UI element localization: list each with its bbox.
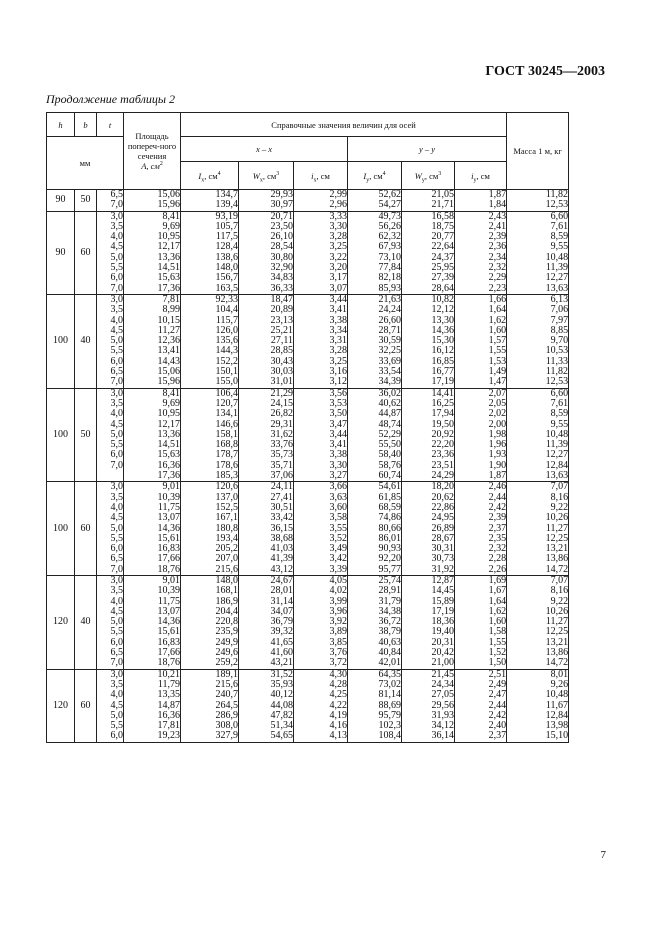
table-caption: Продолжение таблицы 2 xyxy=(46,92,176,106)
table-row xyxy=(47,190,569,212)
ix-radius-unit: , см xyxy=(316,170,330,181)
cell-h: 90 xyxy=(47,211,75,294)
cell-m: 6,13 7,06 7,97 8,85 9,70 10,53 11,33 11,82 12,53 xyxy=(507,294,569,388)
data-table xyxy=(46,112,569,743)
cell-ix: 2,99 2,96 xyxy=(294,190,348,212)
cell-A: 9,01 10,39 11,75 13,07 14,36 15,61 16,83 17,66 18,76 xyxy=(124,575,181,669)
cell-h: 90 xyxy=(47,190,75,212)
cell-ix: 4,30 4,28 4,25 4,22 4,19 4,16 4,13 xyxy=(294,669,348,742)
cell-Wx: 18,47 20,89 23,13 25,21 27,11 28,85 30,43 30,03 31,01 xyxy=(239,294,294,388)
cell-m: 7,07 8,16 9,22 10,26 11,27 12,25 13,21 13,86 14,72 xyxy=(507,575,569,669)
header-h: h xyxy=(47,113,75,137)
cell-b: 50 xyxy=(75,190,97,212)
ix-radius-symbol: i xyxy=(311,170,314,181)
cell-iy: 1,69 1,67 1,64 1,62 1,60 1,58 1,55 1,52 1,50 xyxy=(455,575,507,669)
iy-modulus-pow: 3 xyxy=(438,170,442,177)
cell-iy: 2,51 2,49 2,47 2,44 2,42 2,40 2,37 xyxy=(455,669,507,742)
cell-m: 7,07 8,16 9,22 10,26 11,27 12,25 13,21 13,86 14,72 xyxy=(507,482,569,576)
header-axis-x: x – x xyxy=(181,137,348,162)
page-number: 7 xyxy=(600,849,606,861)
cell-h: 120 xyxy=(47,575,75,669)
cell-iy: 1,66 1,64 1,62 1,60 1,57 1,55 1,53 1,49 1,47 xyxy=(455,294,507,388)
cell-Wy: 21,45 24,34 27,05 29,56 31,93 34,12 36,14 xyxy=(402,669,455,742)
table-row xyxy=(47,211,569,294)
header-reference: Справочные значения величин для осей xyxy=(181,113,507,137)
iy-inertia-symbol: I xyxy=(363,170,367,181)
table-row xyxy=(47,575,569,669)
table-row xyxy=(47,482,569,576)
cell-t: 3,0 3,5 4,0 4,5 5,0 5,5 6,0 7,0 xyxy=(97,211,124,294)
iy-radius-unit: , см xyxy=(476,170,490,181)
cell-h: 100 xyxy=(47,388,75,482)
header-area xyxy=(124,113,181,190)
cell-h: 100 xyxy=(47,482,75,576)
ix-inertia-sub: x xyxy=(201,177,205,184)
cell-m: 11,82 12,53 xyxy=(507,190,569,212)
cell-ix: 3,56 3,53 3,50 3,47 3,44 3,41 3,38 3,30 3,27 xyxy=(294,388,348,482)
header-area-power: 2 xyxy=(159,161,163,168)
table-row xyxy=(47,669,569,742)
cell-Wy: 10,82 12,12 13,30 14,36 15,30 16,12 16,85 16,77 17,19 xyxy=(402,294,455,388)
header-iy-modulus xyxy=(402,162,455,190)
header-area-label: Площадь попереч-ного сечения xyxy=(127,131,177,161)
cell-Wy: 16,58 18,75 20,77 22,64 24,37 25,95 27,39 28,64 xyxy=(402,211,455,294)
cell-A: 8,41 9,69 10,95 12,17 13,36 14,51 15,63 17,36 xyxy=(124,211,181,294)
cell-Ix: 92,33 104,4 115,7 126,0 135,6 144,3 152,2 150,1 155,0 xyxy=(181,294,239,388)
cell-ix: 3,66 3,63 3,60 3,58 3,55 3,52 3,49 3,42 3,39 xyxy=(294,482,348,576)
cell-A: 10,21 11,79 13,35 14,87 16,36 17,81 19,23 xyxy=(124,669,181,742)
cell-iy: 2,46 2,44 2,42 2,39 2,37 2,35 2,32 2,28 2,26 xyxy=(455,482,507,576)
ix-modulus-unit: , см xyxy=(262,170,277,181)
cell-Wx: 31,52 35,93 40,12 44,08 47,82 51,34 54,65 xyxy=(239,669,294,742)
cell-Wy: 12,87 14,45 15,89 17,19 18,36 19,40 20,31 20,42 21,00 xyxy=(402,575,455,669)
iy-modulus-sub: y xyxy=(421,177,425,184)
table-row xyxy=(47,388,569,482)
ix-modulus-pow: 3 xyxy=(276,170,280,177)
cell-t: 3,0 3,5 4,0 4,5 5,0 5,5 6,0 7,0 xyxy=(97,388,124,482)
cell-h: 120 xyxy=(47,669,75,742)
cell-t: 6,5 7,0 xyxy=(97,190,124,212)
iy-radius-symbol: i xyxy=(471,170,474,181)
header-iy-radius xyxy=(455,162,507,190)
cell-Wy: 18,20 20,62 22,86 24,95 26,89 28,67 30,31 30,73 31,92 xyxy=(402,482,455,576)
header-area-symbol: A, см xyxy=(141,161,160,171)
cell-Ix: 189,1 215,6 240,7 264,5 286,9 308,0 327,9 xyxy=(181,669,239,742)
cell-h: 100 xyxy=(47,294,75,388)
cell-t: 3,0 3,5 4,0 4,5 5,0 5,5 6,0 6,5 7,0 xyxy=(97,575,124,669)
header-b: b xyxy=(75,113,97,137)
cell-Ix: 120,6 137,0 152,5 167,1 180,8 193,4 205,2 207,0 215,6 xyxy=(181,482,239,576)
cell-m: 8,01 9,26 10,48 11,67 12,84 13,98 15,10 xyxy=(507,669,569,742)
cell-b: 40 xyxy=(75,575,97,669)
cell-A: 7,81 8,99 10,15 11,27 12,36 13,41 14,43 15,06 15,96 xyxy=(124,294,181,388)
header-units: мм xyxy=(47,137,124,190)
iy-radius-sub: y xyxy=(473,177,477,184)
cell-b: 60 xyxy=(75,211,97,294)
cell-Ix: 106,4 120,7 134,1 146,6 158,1 168,8 178,7 178,6 185,3 xyxy=(181,388,239,482)
cell-Wx: 29,93 30,97 xyxy=(239,190,294,212)
cell-t: 3,0 3,5 4,0 4,5 5,0 5,5 6,0 xyxy=(97,669,124,742)
cell-iy: 2,07 2,05 2,02 2,00 1,98 1,96 1,93 1,90 1,87 xyxy=(455,388,507,482)
iy-modulus-symbol: W xyxy=(414,170,422,181)
cell-Iy: 36,02 40,62 44,87 48,74 52,29 55,50 58,40 58,76 60,74 xyxy=(348,388,402,482)
cell-Wx: 24,11 27,41 30,51 33,42 36,15 38,68 41,03 41,39 43,12 xyxy=(239,482,294,576)
ix-modulus-symbol: W xyxy=(252,170,260,181)
cell-Iy: 49,73 56,26 62,32 67,93 73,10 77,84 82,18 85,93 xyxy=(348,211,402,294)
cell-b: 60 xyxy=(75,482,97,576)
cell-b: 40 xyxy=(75,294,97,388)
iy-inertia-sub: y xyxy=(366,177,370,184)
cell-Wx: 20,71 23,50 26,10 28,54 30,80 32,90 34,83 36,33 xyxy=(239,211,294,294)
cell-iy: 2,43 2,41 2,39 2,36 2,34 2,32 2,29 2,23 xyxy=(455,211,507,294)
cell-Ix: 148,0 168,1 186,9 204,4 220,8 235,9 249,9 249,6 259,2 xyxy=(181,575,239,669)
ix-inertia-unit: , см xyxy=(204,170,218,181)
cell-Iy: 64,35 73,02 81,14 88,69 95,79 102,3 108,4 xyxy=(348,669,402,742)
cell-A: 8,41 9,69 10,95 12,17 13,36 14,51 15,63 16,36 17,36 xyxy=(124,388,181,482)
cell-Wy: 21,05 21,71 xyxy=(402,190,455,212)
cell-ix: 3,33 3,30 3,28 3,25 3,22 3,20 3,17 3,07 xyxy=(294,211,348,294)
cell-b: 60 xyxy=(75,669,97,742)
header-ix-modulus xyxy=(239,162,294,190)
cell-ix: 4,05 4,02 3,99 3,96 3,92 3,89 3,85 3,76 3,72 xyxy=(294,575,348,669)
cell-Iy: 21,63 24,24 26,60 28,71 30,59 32,25 33,69 33,54 34,39 xyxy=(348,294,402,388)
cell-Ix: 134,7 139,4 xyxy=(181,190,239,212)
cell-m: 6,60 7,61 8,59 9,55 10,48 11,39 12,27 12,84 13,63 xyxy=(507,388,569,482)
cell-t: 3,0 3,5 4,0 4,5 5,0 5,5 6,0 6,5 7,0 xyxy=(97,294,124,388)
header-axis-y: y – y xyxy=(348,137,507,162)
cell-Wx: 24,67 28,01 31,14 34,07 36,79 39,32 41,65 41,60 43,21 xyxy=(239,575,294,669)
cell-Iy: 54,61 61,85 68,59 74,86 80,66 86,01 90,93 92,20 95,77 xyxy=(348,482,402,576)
header-t: t xyxy=(97,113,124,137)
cell-b: 50 xyxy=(75,388,97,482)
ix-modulus-sub: x xyxy=(259,177,263,184)
cell-iy: 1,87 1,84 xyxy=(455,190,507,212)
cell-Wy: 14,41 16,25 17,94 19,50 20,92 22,20 23,36 23,51 24,29 xyxy=(402,388,455,482)
ix-inertia-symbol: I xyxy=(198,170,202,181)
header-iy-inertia xyxy=(348,162,402,190)
cell-t: 3,0 3,5 4,0 4,5 5,0 5,5 6,0 6,5 7,0 xyxy=(97,482,124,576)
cell-Iy: 25,74 28,91 31,79 34,38 36,72 38,79 40,63 40,84 42,01 xyxy=(348,575,402,669)
header-ix-radius xyxy=(294,162,348,190)
cell-Iy: 52,62 54,27 xyxy=(348,190,402,212)
header-mass: Масса 1 м, кг xyxy=(507,113,569,190)
cell-Wx: 21,29 24,15 26,82 29,31 31,62 33,76 35,73 35,71 37,06 xyxy=(239,388,294,482)
iy-inertia-unit: , см xyxy=(369,170,383,181)
ix-radius-sub: x xyxy=(313,177,317,184)
iy-modulus-unit: , см xyxy=(424,170,439,181)
cell-ix: 3,44 3,41 3,38 3,34 3,31 3,28 3,25 3,16 3,12 xyxy=(294,294,348,388)
table-body xyxy=(47,190,569,743)
cell-A: 9,01 10,39 11,75 13,07 14,36 15,61 16,83 17,66 18,76 xyxy=(124,482,181,576)
ix-inertia-pow: 4 xyxy=(217,170,221,177)
cell-m: 6,60 7,61 8,59 9,55 10,48 11,39 12,27 13,63 xyxy=(507,211,569,294)
iy-inertia-pow: 4 xyxy=(382,170,386,177)
cell-Ix: 93,19 105,7 117,5 128,4 138,6 148,0 156,7 163,5 xyxy=(181,211,239,294)
table-row xyxy=(47,294,569,388)
standard-number: ГОСТ 30245—2003 xyxy=(485,64,605,79)
cell-A: 15,06 15,96 xyxy=(124,190,181,212)
header-ix-inertia xyxy=(181,162,239,190)
